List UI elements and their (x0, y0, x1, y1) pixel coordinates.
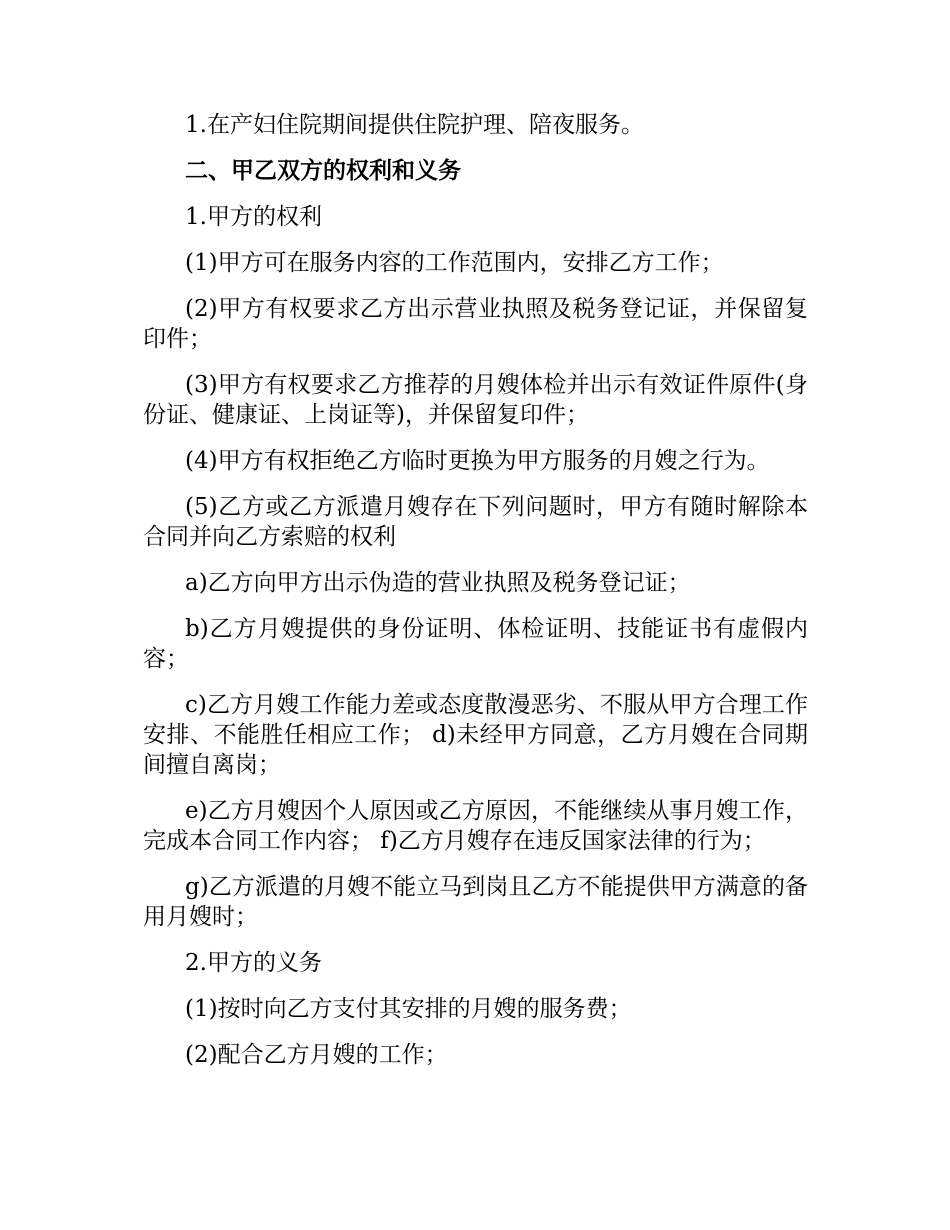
document-body (143, 110, 808, 1086)
paragraph-item-e-f: e)乙方月嫂因个人原因或乙方原因，不能继续从事月嫂工作，完成本合同工作内容； f)乙方月嫂存在违反国家法律的行为； (143, 798, 808, 854)
paragraph-service-item-1: 1.在产妇住院期间提供住院护理、陪夜服务。 (185, 112, 644, 138)
paragraph-item-a: a)乙方向甲方出示伪造的营业执照及税务登记证； (185, 570, 691, 596)
subheading-party-a-obligations: 2.甲方的义务 (185, 950, 322, 976)
paragraph-item-b: b)乙方月嫂提供的身份证明、体检证明、技能证书有虚假内容； (143, 616, 808, 672)
paragraph-obligation-2: (2)配合乙方月嫂的工作； (185, 1042, 448, 1068)
paragraph-obligation-1: (1)按时向乙方支付其安排的月嫂的服务费； (185, 996, 632, 1022)
paragraph-item-g: g)乙方派遣的月嫂不能立马到岗且乙方不能提供甲方满意的备用月嫂时； (143, 874, 808, 930)
subheading-party-a-rights: 1.甲方的权利 (185, 204, 322, 230)
paragraph-right-5: (5)乙方或乙方派遣月嫂存在下列问题时，甲方有随时解除本合同并向乙方索赔的权利 (143, 494, 808, 550)
paragraph-right-3: (3)甲方有权要求乙方推荐的月嫂体检并出示有效证件原件(身份证、健康证、上岗证等)，并保留复印件； (143, 372, 808, 428)
paragraph-right-1: (1)甲方可在服务内容的工作范围内，安排乙方工作； (185, 250, 724, 276)
paragraph-item-c-d: c)乙方月嫂工作能力差或态度散漫恶劣、不服从甲方合理工作安排、不能胜任相应工作； d)未经甲方同意，乙方月嫂在合同期间擅自离岗； (143, 692, 808, 778)
paragraph-right-2: (2)甲方有权要求乙方出示营业执照及税务登记证，并保留复印件； (143, 296, 808, 352)
paragraph-right-4: (4)甲方有权拒绝乙方临时更换为甲方服务的月嫂之行为。 (185, 448, 770, 474)
section-heading-rights-obligations: 二、甲乙双方的权利和义务 (185, 158, 461, 184)
